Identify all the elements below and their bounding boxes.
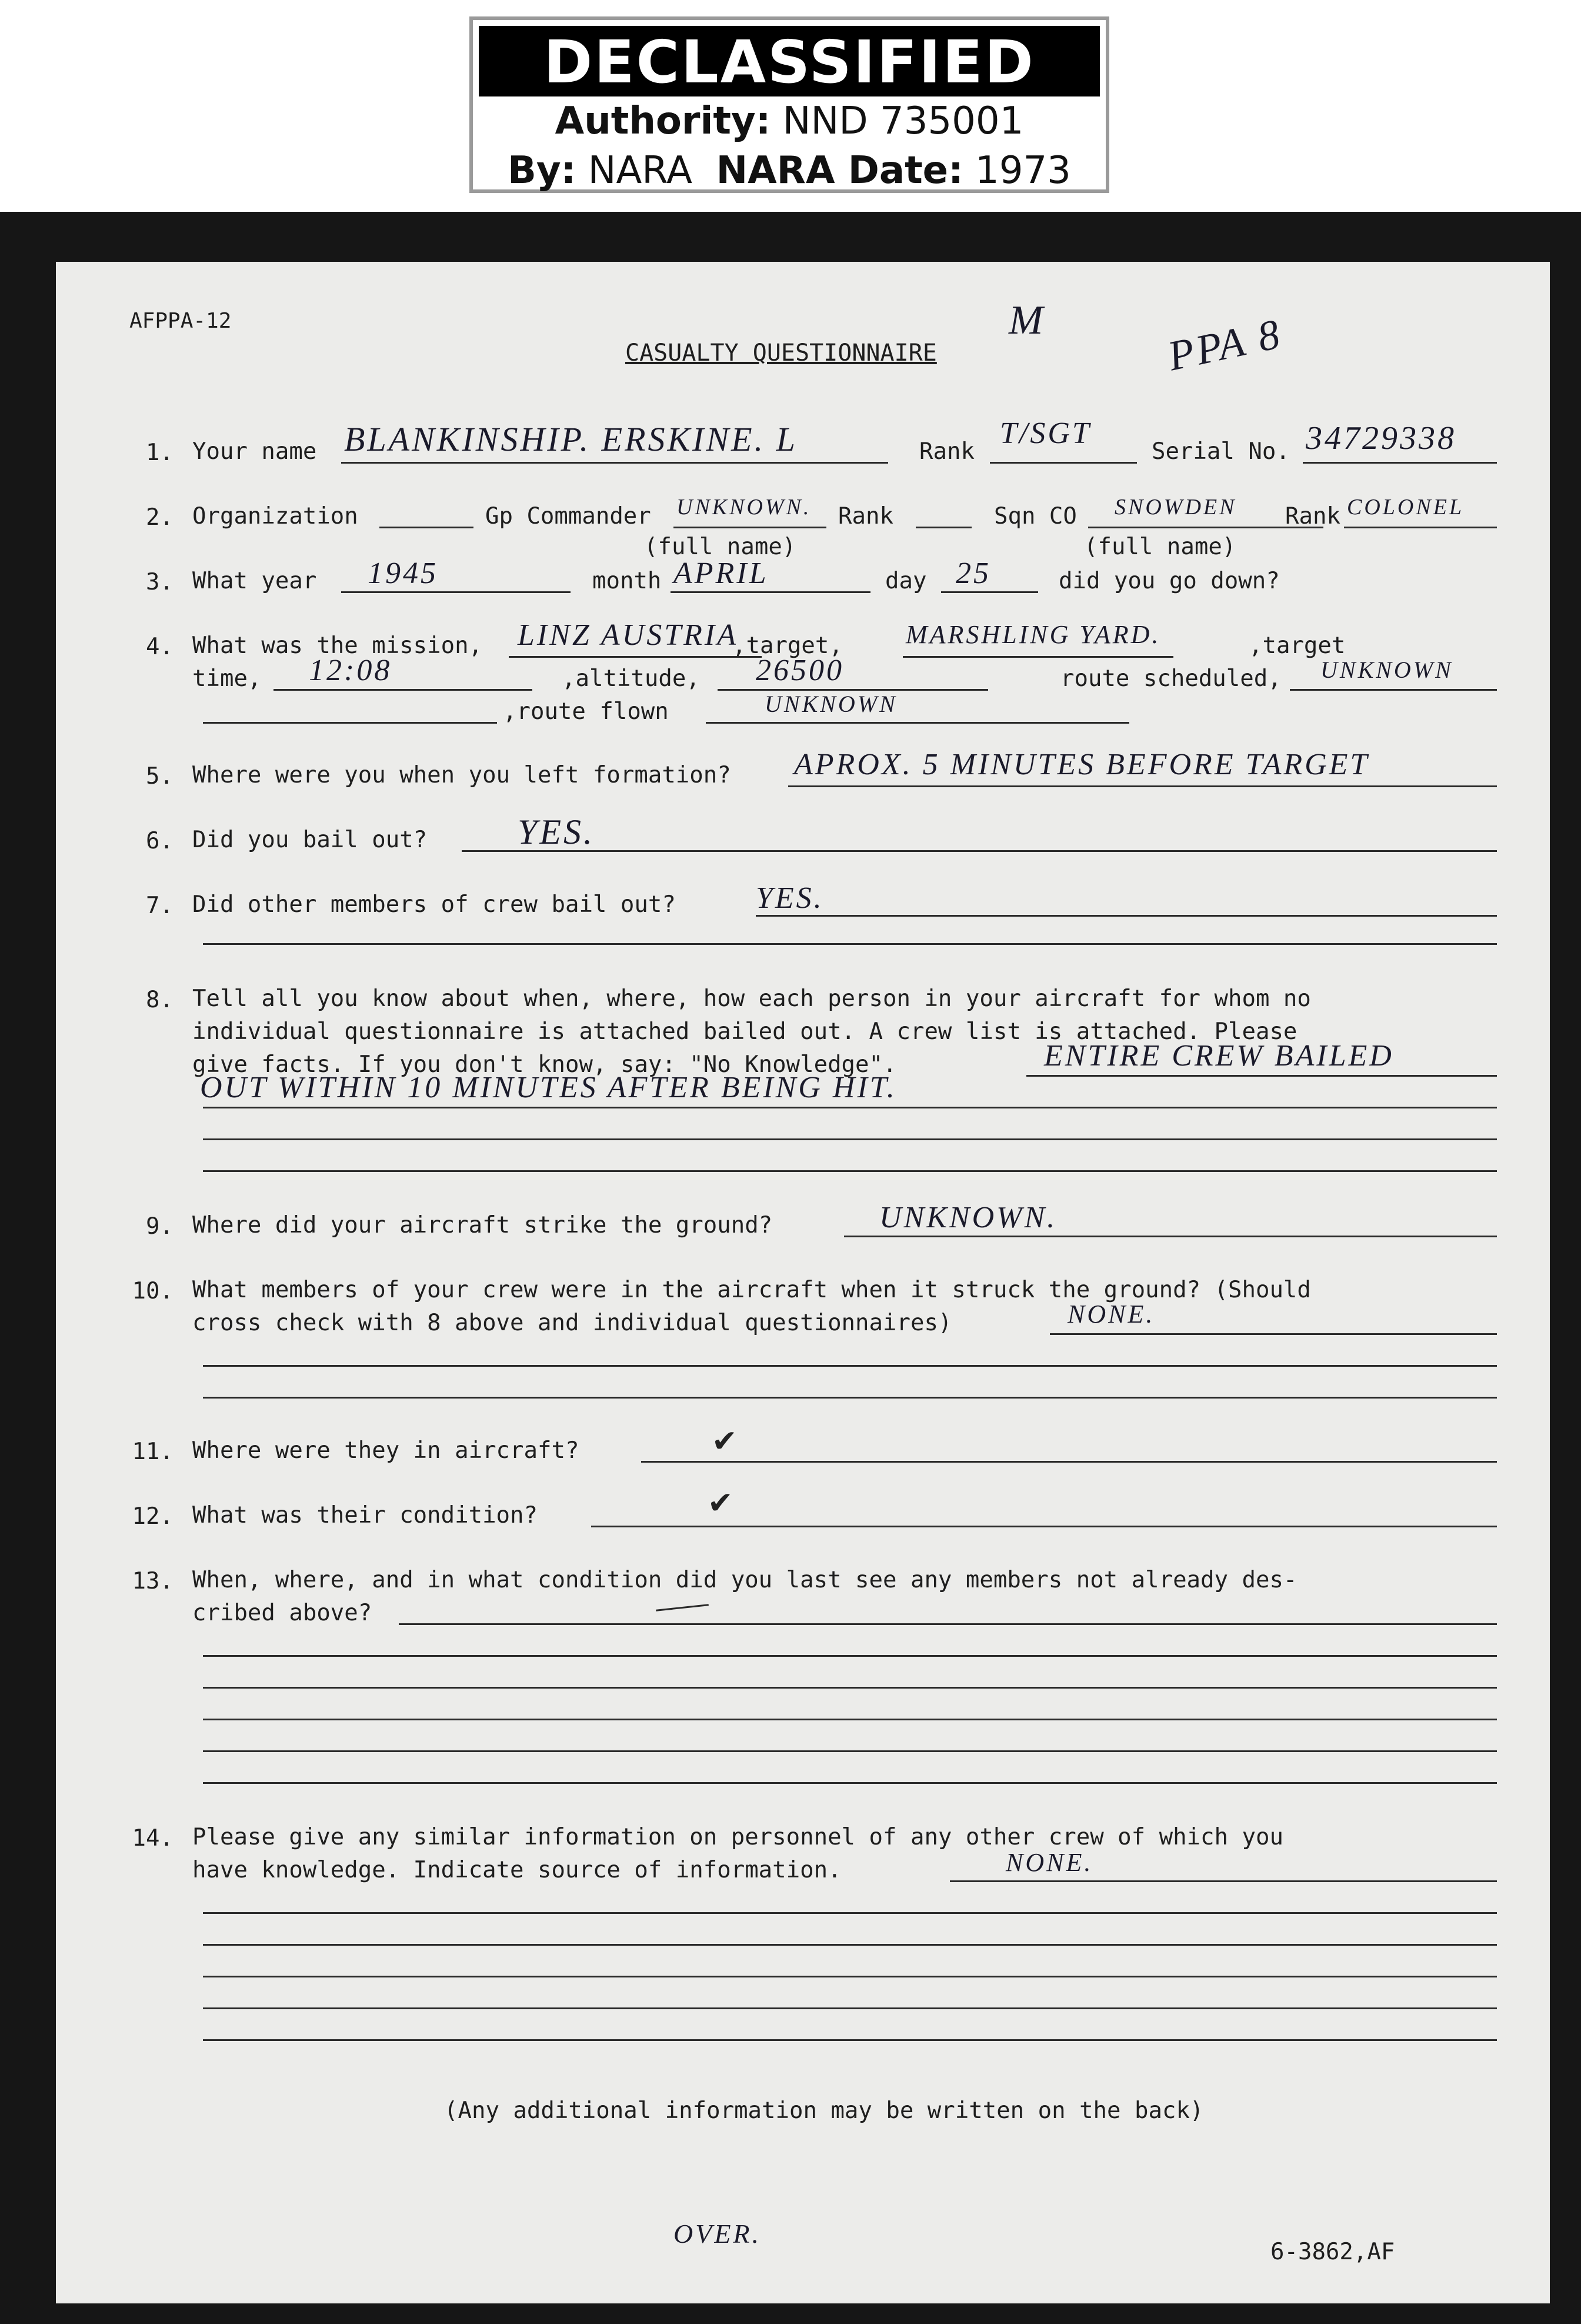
q14-line-6[interactable] xyxy=(203,2039,1497,2041)
q4-altitude-label: ,altitude, xyxy=(562,665,700,692)
q4-target-time-label: ,target xyxy=(1249,632,1346,659)
q7-line[interactable] xyxy=(756,915,1497,917)
date-value: 1973 xyxy=(975,149,1071,192)
q10-line-2[interactable] xyxy=(203,1365,1497,1367)
q1-rank-value: T/SGT xyxy=(1000,417,1092,450)
q8-line2: individual questionnaire is attached bailed out. A crew list is attached. Please xyxy=(192,1018,1298,1045)
q2-rank2-value: COLONEL xyxy=(1347,495,1465,520)
q4-target-line[interactable] xyxy=(903,656,1173,658)
q10-line-1[interactable] xyxy=(1050,1333,1497,1335)
q2-rank-label: Rank xyxy=(838,503,893,530)
declassified-stamp xyxy=(469,16,1109,193)
q13-dash-mark xyxy=(656,1604,709,1611)
q4-route-scheduled-line[interactable] xyxy=(1290,689,1497,691)
q2-sqn-label: Sqn CO xyxy=(994,503,1077,530)
q7-number: 7. xyxy=(146,893,174,919)
q3-number: 3. xyxy=(146,569,174,595)
q9-number: 9. xyxy=(146,1213,174,1240)
q1-rank-line[interactable] xyxy=(990,462,1137,464)
q4-route-flown-line[interactable] xyxy=(706,722,1129,724)
footer-note: (Any additional information may be written on the back) xyxy=(444,2097,1204,2124)
over-note: OVER. xyxy=(673,2219,762,2249)
q2-gp-line[interactable] xyxy=(673,527,826,528)
q10-line2: cross check with 8 above and individual questionnaires) xyxy=(192,1310,952,1336)
q11-check-icon: ✔ xyxy=(712,1424,738,1459)
q8-value1: ENTIRE CREW BAILED xyxy=(1044,1039,1394,1073)
q2-full-name-hint-1: (full name) xyxy=(644,534,796,560)
q3-year-line[interactable] xyxy=(341,591,571,593)
q12-number: 12. xyxy=(132,1503,174,1530)
q8-line-1[interactable] xyxy=(1026,1075,1497,1077)
q2-number: 2. xyxy=(146,504,174,531)
q4-route-flown-value: UNKNOWN xyxy=(765,691,898,717)
q11-label: Where were they in aircraft? xyxy=(192,1437,579,1464)
q1-name-line[interactable] xyxy=(341,462,888,464)
authority-value: NND 735001 xyxy=(782,99,1024,143)
annotation-mark: M xyxy=(1009,298,1046,343)
q10-value: NONE. xyxy=(1068,1300,1155,1329)
q3-month-line[interactable] xyxy=(671,591,870,593)
q7-label: Did other members of crew bail out? xyxy=(192,891,676,918)
q8-line3: give facts. If you don't know, say: "No Knowledge". xyxy=(192,1051,897,1078)
q14-line2: have knowledge. Indicate source of information. xyxy=(192,1857,842,1883)
q1-rank-label: Rank xyxy=(919,438,975,465)
q11-line[interactable] xyxy=(641,1461,1497,1463)
q3-day-line[interactable] xyxy=(941,591,1038,593)
q6-value: YES. xyxy=(518,813,595,851)
q14-line-2[interactable] xyxy=(203,1912,1497,1914)
q13-line-3[interactable] xyxy=(203,1687,1497,1689)
q5-label: Where were you when you left formation? xyxy=(192,762,731,788)
q6-number: 6. xyxy=(146,828,174,854)
q1-serial-line[interactable] xyxy=(1303,462,1497,464)
q12-line[interactable] xyxy=(591,1526,1497,1527)
q10-number: 10. xyxy=(132,1278,174,1304)
by-value: NARA xyxy=(588,149,692,192)
q8-line-4[interactable] xyxy=(203,1170,1497,1172)
q2-rank2-line[interactable] xyxy=(1344,527,1497,528)
q13-line-1[interactable] xyxy=(399,1623,1497,1625)
q2-rank-line[interactable] xyxy=(916,527,972,528)
q13-line-2[interactable] xyxy=(203,1655,1497,1657)
form-title: CASUALTY QUESTIONNAIRE xyxy=(625,339,937,367)
q5-value: APROX. 5 MINUTES BEFORE TARGET xyxy=(794,748,1370,781)
q12-check-icon: ✔ xyxy=(708,1486,733,1521)
q3-label: What year xyxy=(192,568,317,594)
q8-line1: Tell all you know about when, where, how each person in your aircraft for whom no xyxy=(192,985,1311,1012)
q4-number: 4. xyxy=(146,634,174,660)
q7-line-2[interactable] xyxy=(203,943,1497,945)
q4-target-value: MARSHLING YARD. xyxy=(906,620,1161,649)
q14-line-4[interactable] xyxy=(203,1976,1497,1977)
q1-label: Your name xyxy=(192,438,317,465)
q3-month-label: month xyxy=(592,568,662,594)
q7-value: YES. xyxy=(756,881,824,915)
q9-value: UNKNOWN. xyxy=(879,1201,1058,1234)
q14-line-3[interactable] xyxy=(203,1944,1497,1946)
q1-serial-value: 34729338 xyxy=(1306,420,1456,457)
q6-line[interactable] xyxy=(462,850,1497,852)
q4-mission-value: LINZ AUSTRIA xyxy=(518,618,738,652)
authority-label: Authority: xyxy=(555,99,771,143)
q9-label: Where did your aircraft strike the ground? xyxy=(192,1212,773,1238)
q13-line-4[interactable] xyxy=(203,1719,1497,1720)
stamp-title: DECLASSIFIED xyxy=(479,26,1100,96)
q8-line-3[interactable] xyxy=(203,1138,1497,1140)
q1-number: 1. xyxy=(146,440,174,466)
q14-line1: Please give any similar information on personnel of any other crew of which you xyxy=(192,1824,1283,1850)
q14-line-5[interactable] xyxy=(203,2007,1497,2009)
q4-time-line[interactable] xyxy=(273,689,532,691)
by-label: By: xyxy=(508,149,576,192)
q2-full-name-hint-2: (full name) xyxy=(1084,534,1236,560)
q14-number: 14. xyxy=(132,1825,174,1852)
annotation-ppa: PPA 8 xyxy=(1163,309,1286,380)
q2-sqn-value: SNOWDEN xyxy=(1115,495,1237,520)
form-number: 6-3862,AF xyxy=(1270,2239,1395,2265)
q2-label: Organization xyxy=(192,503,358,530)
stamp-authority xyxy=(473,96,1106,146)
q8-number: 8. xyxy=(146,987,174,1013)
q5-line[interactable] xyxy=(788,785,1497,787)
form-code: AFPPA-12 xyxy=(129,309,232,333)
q12-label: What was their condition? xyxy=(192,1502,538,1529)
q3-day-label: day xyxy=(885,568,927,594)
q2-organization-line[interactable] xyxy=(379,527,473,528)
q9-line[interactable] xyxy=(844,1236,1497,1237)
q11-number: 11. xyxy=(132,1439,174,1465)
questionnaire-page xyxy=(56,262,1550,2303)
date-label: NARA Date: xyxy=(716,149,963,192)
q8-value2: OUT WITHIN 10 MINUTES AFTER BEING HIT. xyxy=(200,1071,897,1104)
q5-number: 5. xyxy=(146,763,174,790)
q4-time-label: time, xyxy=(192,665,262,692)
q6-label: Did you bail out? xyxy=(192,827,428,853)
q2-gp-value: UNKNOWN. xyxy=(676,495,812,520)
q8-line-2[interactable] xyxy=(203,1107,1497,1108)
q13-line-6[interactable] xyxy=(203,1782,1497,1784)
q4-route-continued-line[interactable] xyxy=(203,722,497,724)
q14-line-1[interactable] xyxy=(950,1880,1497,1882)
q4-label: What was the mission, xyxy=(192,632,483,659)
q1-name-value: BLANKINSHIP. ERSKINE. L xyxy=(344,420,798,458)
stamp-by-date xyxy=(473,146,1106,195)
q4-route-scheduled-value: UNKNOWN xyxy=(1320,657,1453,683)
q4-altitude-value: 26500 xyxy=(756,654,844,687)
q2-gp-label: Gp Commander xyxy=(485,503,651,530)
q3-day-value: 25 xyxy=(956,557,991,590)
q3-month-value: APRIL xyxy=(673,557,769,590)
q4-route-flown-label: ,route flown xyxy=(503,698,669,725)
q4-route-scheduled-label: route scheduled, xyxy=(1060,665,1282,692)
q4-time-value: 12:08 xyxy=(309,654,392,687)
q14-value: NONE. xyxy=(1006,1848,1093,1877)
q4-mission-line[interactable] xyxy=(509,656,762,658)
q13-line-5[interactable] xyxy=(203,1750,1497,1752)
q1-serial-label: Serial No. xyxy=(1152,438,1290,465)
q10-line1: What members of your crew were in the aircraft when it struck the ground? (Should xyxy=(192,1277,1311,1303)
q13-line1: When, where, and in what condition did you last see any members not already des- xyxy=(192,1567,1298,1593)
q13-number: 13. xyxy=(132,1568,174,1594)
q10-line-3[interactable] xyxy=(203,1397,1497,1399)
q13-line2: cribed above? xyxy=(192,1600,372,1626)
q2-rank2-label: Rank xyxy=(1285,503,1340,530)
q3-tail: did you go down? xyxy=(1059,568,1280,594)
q4-target-label: ,target, xyxy=(732,632,843,659)
q3-year-value: 1945 xyxy=(368,557,438,590)
